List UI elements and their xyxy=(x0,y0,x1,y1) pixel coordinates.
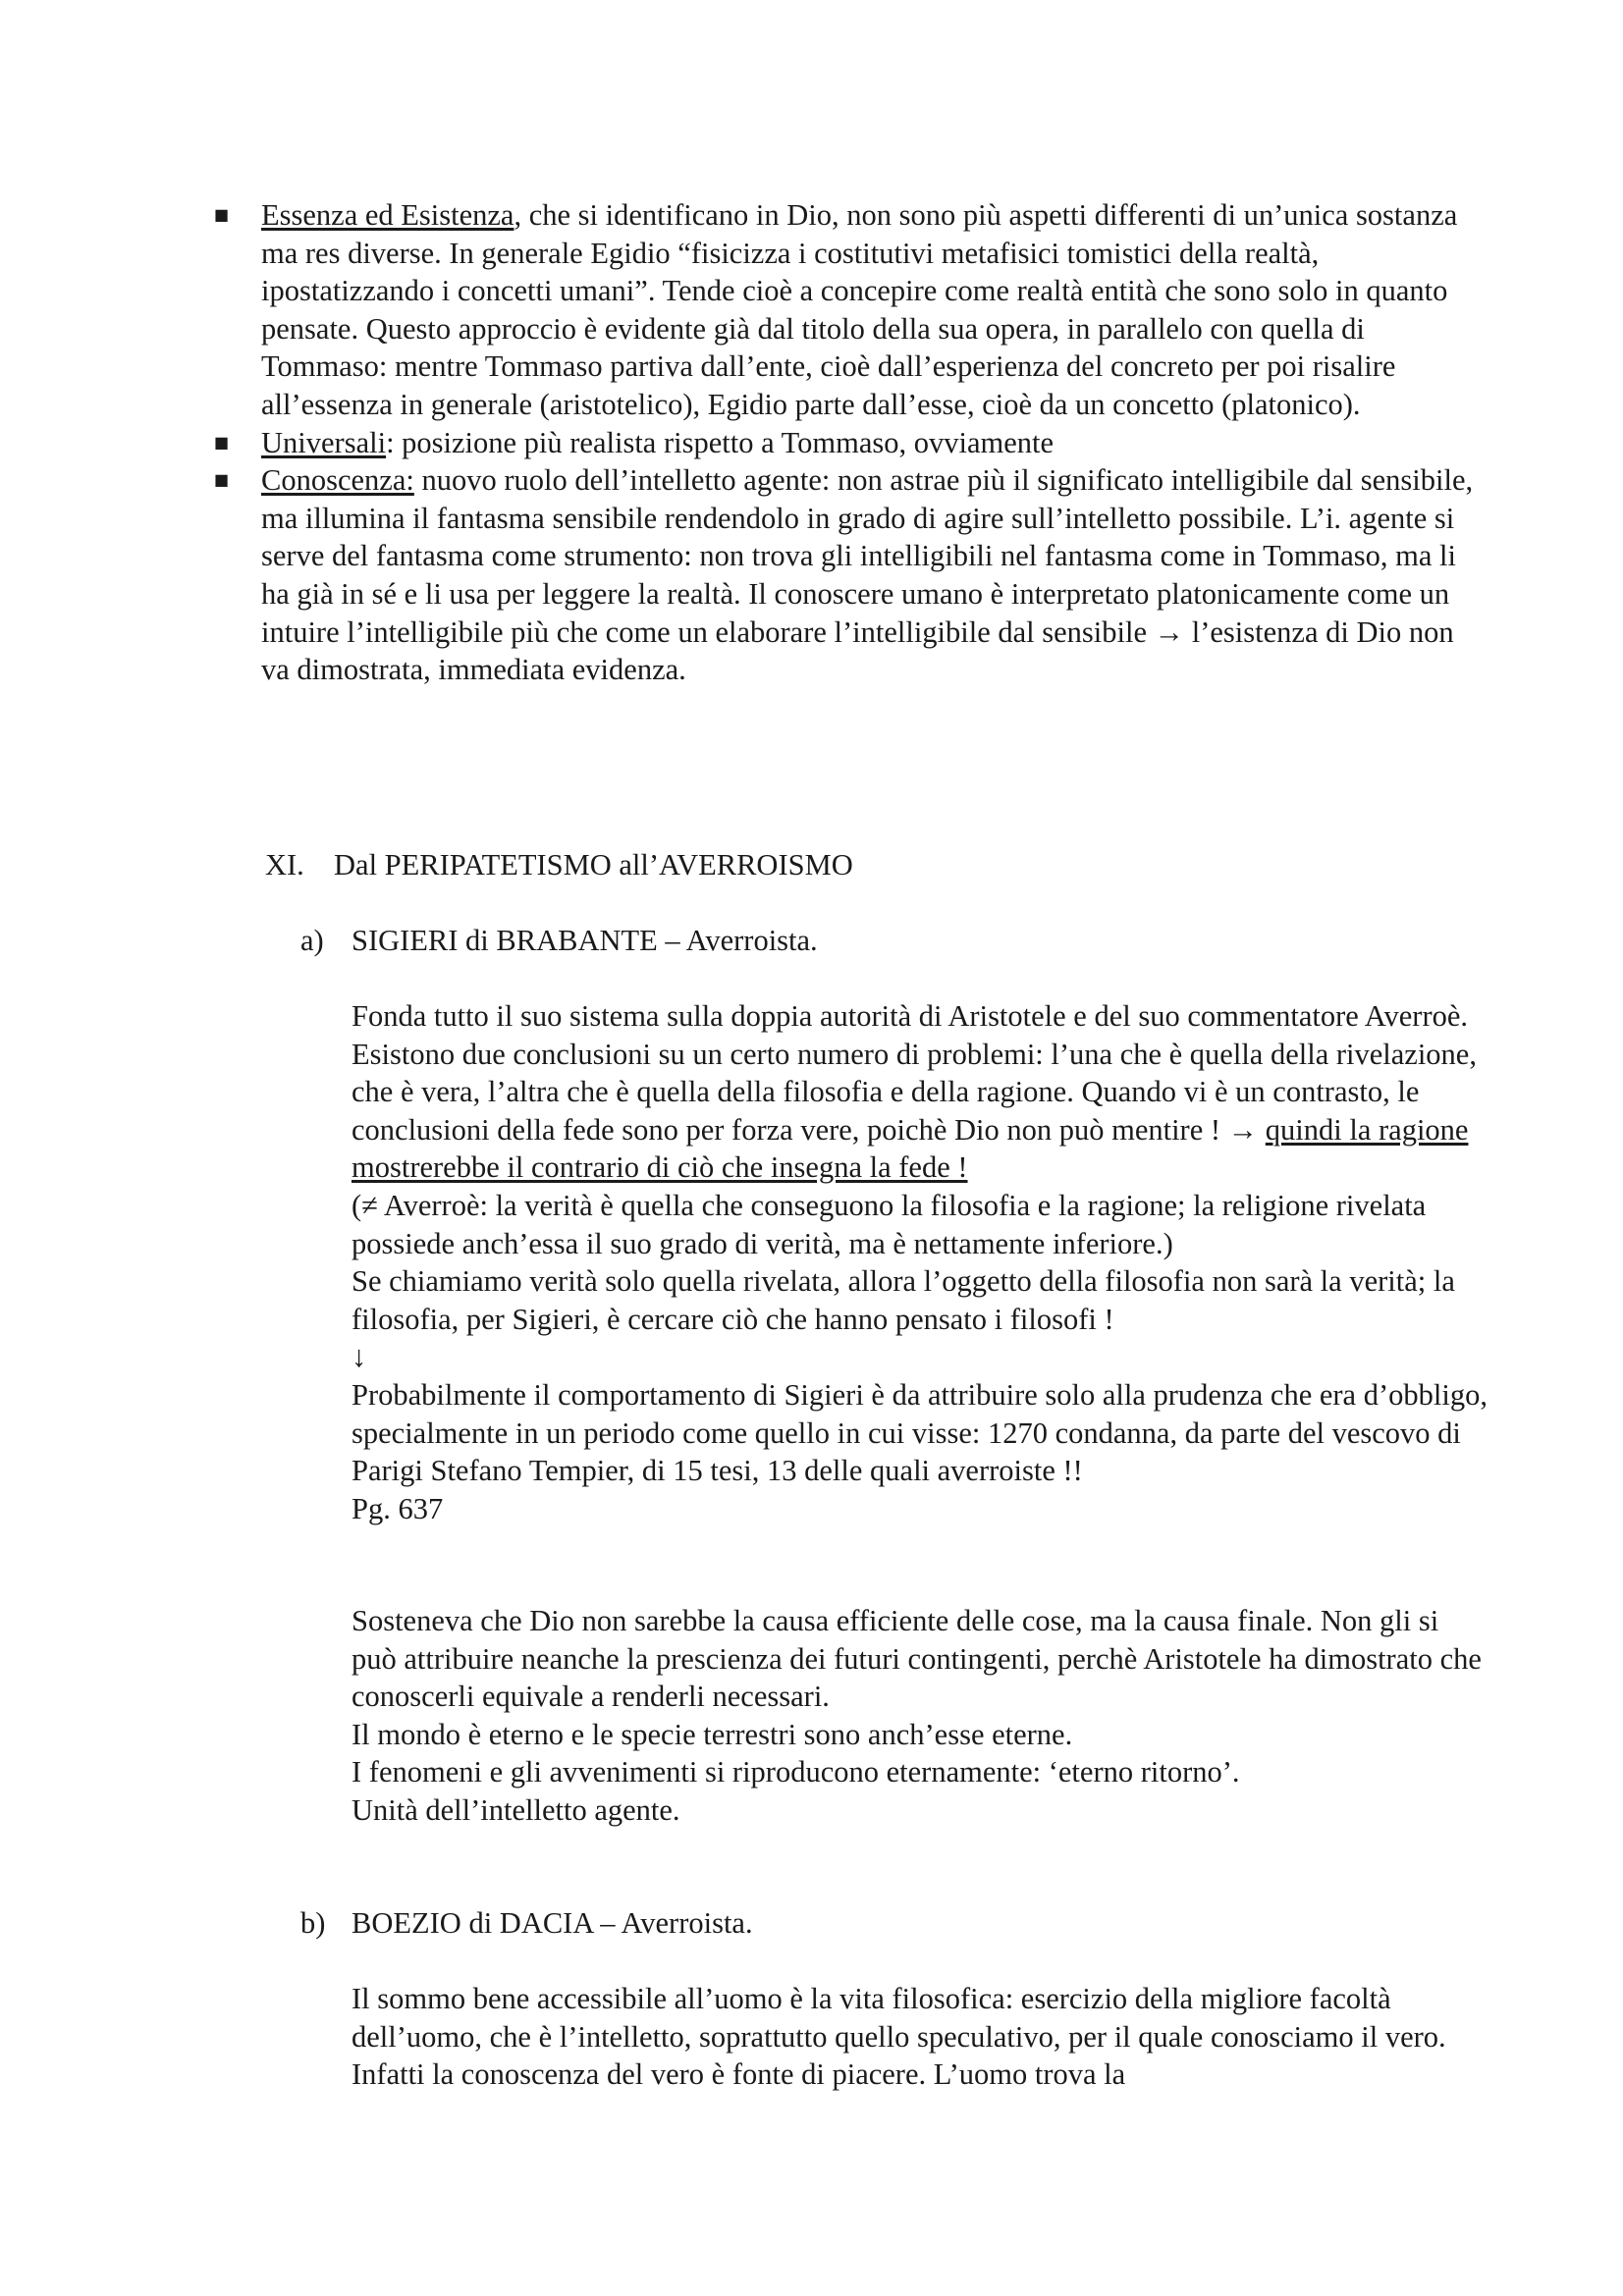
bullet-text: , che si identificano in Dio, non sono più aspetti differenti di un’unica sostanza ma res diverse. In generale Egidio “fisicizza i costitutivi metafisici tomistici della realtà, ipostatizzando i concetti umani”. Tende cioè a concepire come realtà entità che sono solo in quanto pensate. Questo approccio è evidente già dal titolo della sua opera, in parallelo con quella di Tommaso: mentre Tommaso partiva dall’ente, cioè dall’esperienza del concreto per poi risalire all’essenza in generale (aristotelico), Egidio parte dall’esse, cioè da un concetto (platonico). xyxy=(261,198,1458,421)
square-bullet-icon: ■ xyxy=(214,470,230,490)
paragraph: Il mondo è eterno e le specie terrestri sono anch’esse eterne. xyxy=(352,1717,1073,1751)
sigieri-body-2 xyxy=(352,1602,1490,1830)
square-bullet-icon: ■ xyxy=(214,432,230,452)
section-title: Dal PERIPATETISMO all’AVERROISMO xyxy=(334,848,853,881)
down-arrow-icon: ↓ xyxy=(352,1340,367,1374)
subsection-heading-boezio xyxy=(300,1904,753,1943)
bullet-text: : posizione più realista rispetto a Tommaso, ovviamente xyxy=(386,425,1055,459)
section-heading xyxy=(265,846,853,884)
paragraph: Fonda tutto il suo sistema sulla doppia autorità di Aristotele e del suo commentatore Averroè. xyxy=(352,999,1469,1033)
paragraph: Probabilmente il comportamento di Sigieri è da attribuire solo alla prudenza che era d’obbligo, specialmente in un periodo come quello in cui visse: 1270 condanna, da parte del vescovo di Parigi Stefano Tempier, di 15 tesi, 13 delle quali averroiste !! xyxy=(352,1377,1488,1488)
paragraph xyxy=(352,1036,1490,1187)
square-bullet-icon: ■ xyxy=(214,205,230,224)
paragraph: Se chiamiamo verità solo quella rivelata, allora l’oggetto della filosofia non sarà la verità; la filosofia, per Sigieri, è cercare ciò che hanno pensato i filosofi ! xyxy=(352,1264,1455,1336)
bullet-term: Universali xyxy=(261,425,387,459)
paragraph: (≠ Averroè: la verità è quella che conseguono la filosofia e la ragione; la religione rivelata possiede anch’essa il suo grado di verità, ma è nettamente inferiore.) xyxy=(352,1188,1427,1260)
boezio-body xyxy=(352,1980,1490,2094)
paragraph: Sosteneva che Dio non sarebbe la causa efficiente delle cose, ma la causa finale. Non gli si può attribuire neanche la prescienza dei futuri contingenti, perchè Aristotele ha dimostrato che conoscerli equivale a renderli necessari. xyxy=(352,1604,1482,1714)
bullet-item-conoscenza xyxy=(206,461,1483,689)
section-number: XI. xyxy=(265,848,304,881)
bullet-item-universali xyxy=(206,424,1483,462)
subsection-heading-sigieri xyxy=(300,922,818,960)
subsection-title: SIGIERI di BRABANTE – Averroista. xyxy=(352,924,818,957)
bullet-text: nuovo ruolo dell’intelletto agente: non astrae più il significato intelligibile dal sensibile, ma illumina il fantasma sensibile rendendolo in grado di agire sull’intelletto possibile. L’i. agente si serve del fantasma come strumento: non trova gli intelligibili nel fantasma come in Tommaso, ma li ha già in sé e li usa per leggere la realtà. Il conoscere umano è interpretato platonicamente come un intuire l’intelligibile più che come un elaborare l’intelligibile dal sensibile → l’esistenza di Dio non va dimostrata, immediata evidenza. xyxy=(261,463,1474,687)
bullet-term: Essenza ed Esistenza xyxy=(261,198,514,232)
bullet-item-essenza xyxy=(206,196,1483,424)
subsection-letter: b) xyxy=(300,1906,326,1940)
page-reference: Pg. 637 xyxy=(352,1491,444,1525)
subsection-letter: a) xyxy=(300,924,324,957)
paragraph-text: Esistono due conclusioni su un certo numero di problemi: l’una che è quella della rivelazione, che è vera, l’altra che è quella della filosofia e della ragione. Quando vi è un contrasto, le conclusioni della fede sono per forza vere, poichè Dio non può mentire ! → xyxy=(352,1037,1477,1147)
bullet-list xyxy=(206,196,1483,689)
paragraph: Il sommo bene accessibile all’uomo è la vita filosofica: esercizio della migliore facoltà dell’uomo, che è l’intelletto, soprattutto quello speculativo, per il quale conosciamo il vero. Infatti la conoscenza del vero è fonte di piacere. L’uomo trova la xyxy=(352,1982,1446,2092)
bullet-term: Conoscenza: xyxy=(261,463,414,498)
paragraph: I fenomeni e gli avvenimenti si riproducono eternamente: ‘eterno ritorno’. xyxy=(352,1755,1240,1789)
subsection-title: BOEZIO di DACIA – Averroista. xyxy=(352,1906,753,1940)
paragraph: Unità dell’intelletto agente. xyxy=(352,1792,680,1827)
sigieri-body xyxy=(352,997,1490,1527)
underlined-text: quindi la ragione mostrerebbe il contrario di ciò che insegna la fede ! xyxy=(352,1112,1469,1185)
